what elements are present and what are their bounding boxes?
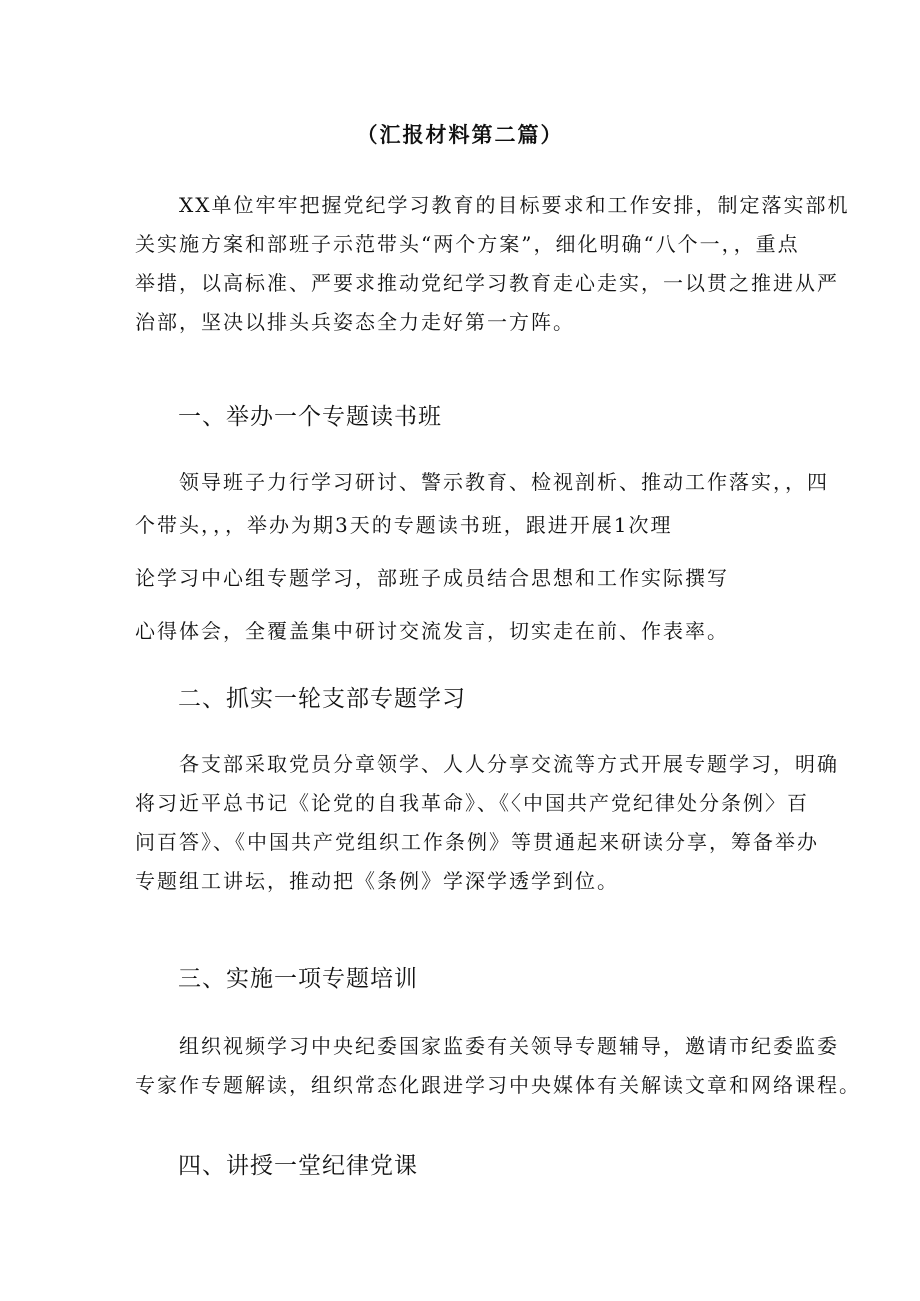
section-2-heading: 二、抓实一轮支部专题学习: [178, 686, 466, 712]
intro-paragraph: [135, 186, 850, 342]
section-2-line: 将习近平总书记《论党的自我革命》、《〈中国共产党纪律处分条例〉百: [135, 791, 809, 815]
section-1-heading: 一、举办一个专题读书班: [178, 404, 442, 430]
section-1-line: 个带头，，，举办为期3天的专题读书班，跟进开展1次理: [135, 513, 673, 537]
document-title: （汇报材料第二篇）: [356, 122, 564, 147]
section-1-line: 论学习中心组专题学习，部班子成员结合思想和工作实际撰写: [135, 566, 729, 590]
section-3-heading: 三、实施一项专题培训: [178, 966, 418, 992]
section-2-line: 问百答》、《中国共产党组织工作条例》等贯通起来研读分享，筹备举办: [135, 830, 819, 854]
section-3-paragraph: [135, 1027, 861, 1105]
section-1-line: 心得体会，全覆盖集中研讨交流发言，切实走在前、作表率。: [135, 619, 729, 643]
section-4-heading: 四、讲授一堂纪律党课: [178, 1153, 418, 1179]
intro-line: 治部，坚决以排头兵姿态全力走好第一方阵。: [135, 310, 575, 334]
intro-line: 举措，以高标准、严要求推动党纪学习教育走心走实，一以贯之推进从严: [135, 271, 839, 295]
intro-line: XX单位牢牢把握党纪学习教育的目标要求和工作安排，制定落实部机: [179, 193, 850, 217]
section-2-line: 各支部采取党员分章领学、人人分享交流等方式开展专题学习，明确: [179, 752, 839, 776]
section-3-line: 专家作专题解读，组织常态化跟进学习中央媒体有关解读文章和网络课程。: [135, 1073, 861, 1097]
section-2-paragraph: [135, 745, 839, 901]
section-1-line: 领导班子力行学习研讨、警示教育、检视剖析、推动工作落实，，四: [179, 470, 829, 494]
intro-line: 关实施方案和部班子示范带头“两个方案”，细化明确“八个一，，重点: [135, 232, 800, 256]
section-2-line: 专题组工讲坛，推动把《条例》学深学透学到位。: [135, 869, 619, 893]
section-3-line: 组织视频学习中央纪委国家监委有关领导专题辅导，邀请市纪委监委: [179, 1034, 839, 1058]
